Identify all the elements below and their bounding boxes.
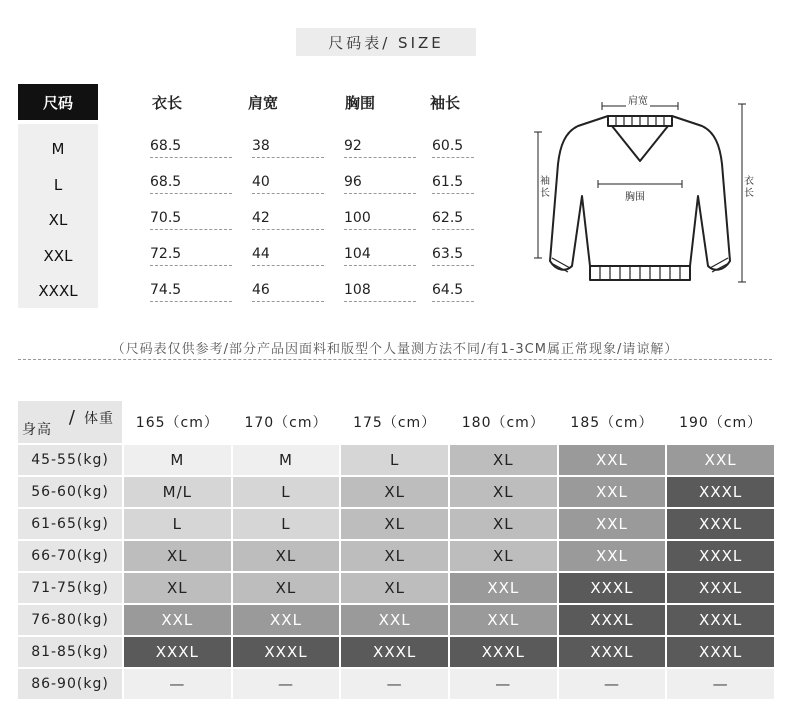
size-cell: 72.5 [150, 243, 232, 266]
size-recommendation-cell: XL [233, 541, 340, 571]
size-label: XXL [43, 247, 73, 265]
size-recommendation-cell: XL [341, 573, 448, 603]
weight-row-label: 81-85(kg) [18, 637, 122, 667]
size-recommendation-cell: XXL [124, 605, 231, 635]
size-recommendation-cell: L [124, 509, 231, 539]
size-recommendation-cell: XL [124, 573, 231, 603]
size-cell: 62.5 [432, 207, 474, 230]
size-header-length: 衣长 [152, 93, 183, 112]
size-recommendation-cell: XXXL [233, 637, 340, 667]
size-cell: 63.5 [432, 243, 474, 266]
weight-row-label: 86-90(kg) [18, 669, 122, 699]
size-header-chest: 胸围 [345, 93, 376, 112]
size-cell: 68.5 [150, 135, 232, 158]
size-recommendation-cell: L [233, 477, 340, 507]
size-recommendation-cell: XXXL [667, 541, 774, 571]
size-recommendation-cell: XL [341, 509, 448, 539]
corner-slash: / [68, 407, 76, 428]
size-label: M [51, 140, 65, 158]
size-cell: 96 [344, 171, 416, 194]
size-recommendation-cell: — [124, 669, 231, 699]
sweater-measurement-diagram [520, 86, 770, 296]
size-cell: 60.5 [432, 135, 474, 158]
corner-weight-text: 体重 [84, 411, 114, 427]
size-cell: 92 [344, 135, 416, 158]
size-recommendation-cell: XL [450, 541, 557, 571]
size-recommendation-cell: XXXL [667, 573, 774, 603]
size-recommendation-cell: XXL [559, 541, 666, 571]
size-recommendation-cell: — [559, 669, 666, 699]
page-title: 尺码表/ SIZE [296, 28, 476, 56]
table-row [18, 509, 774, 539]
size-recommendation-cell: XL [341, 477, 448, 507]
size-cell: 64.5 [432, 279, 474, 302]
size-cell: 74.5 [150, 279, 232, 302]
size-recommendation-table [16, 399, 776, 701]
size-recommendation-cell: — [667, 669, 774, 699]
size-recommendation-cell: XXL [667, 445, 774, 475]
size-label: L [53, 176, 63, 194]
size-recommendation-cell: XXL [341, 605, 448, 635]
table-header-row [18, 401, 774, 443]
size-cell: 70.5 [150, 207, 232, 230]
size-recommendation-cell: XL [450, 509, 557, 539]
size-recommendation-cell: XXXL [667, 605, 774, 635]
size-recommendation-cell: XL [341, 541, 448, 571]
weight-row-label: 45-55(kg) [18, 445, 122, 475]
size-recommendation-cell: M [124, 445, 231, 475]
corner-height-label: 身高 [22, 422, 52, 438]
divider [18, 359, 772, 360]
size-recommendation-cell: XXL [559, 445, 666, 475]
size-label: XL [48, 211, 68, 229]
table-row [18, 477, 774, 507]
weight-row-label: 61-65(kg) [18, 509, 122, 539]
size-recommendation-cell: XXL [559, 509, 666, 539]
weight-row-label: 76-80(kg) [18, 605, 122, 635]
size-recommendation-cell: XXL [559, 477, 666, 507]
table-row [18, 669, 774, 699]
size-recommendation-cell: XXL [450, 605, 557, 635]
size-cell: 108 [344, 279, 416, 302]
size-recommendation-cell: XXXL [341, 637, 448, 667]
size-cell: 100 [344, 207, 416, 230]
size-header-sleeve: 袖长 [430, 93, 461, 112]
weight-row-label: 56-60(kg) [18, 477, 122, 507]
size-cell: 46 [252, 279, 324, 302]
size-cell: 61.5 [432, 171, 474, 194]
size-cell: 42 [252, 207, 324, 230]
size-recommendation-cell: XXXL [667, 637, 774, 667]
size-recommendation-cell: XXXL [559, 573, 666, 603]
table-row [18, 541, 774, 571]
weight-row-label: 66-70(kg) [18, 541, 122, 571]
size-recommendation-cell: XL [124, 541, 231, 571]
size-recommendation-cell: XXXL [559, 637, 666, 667]
sleeve-label: 袖长 [540, 176, 550, 199]
size-recommendation-cell: — [341, 669, 448, 699]
size-cell: 38 [252, 135, 324, 158]
size-recommendation-cell: — [450, 669, 557, 699]
size-recommendation-cell: XXXL [667, 477, 774, 507]
column-header: 175（cm） [341, 401, 448, 443]
disclaimer-note: （尺码表仅供参考/部分产品因面料和版型个人量测方法不同/有1-3CM属正常现象/请谅解） [111, 342, 679, 357]
size-recommendation-cell: XXXL [667, 509, 774, 539]
size-recommendation-cell: M [233, 445, 340, 475]
table-row [18, 605, 774, 635]
column-header: 170（cm） [233, 401, 340, 443]
table-row [18, 445, 774, 475]
shoulder-label: 肩宽 [626, 92, 650, 107]
size-recommendation-cell: XXXL [559, 605, 666, 635]
chest-label: 胸围 [625, 192, 645, 203]
table-row [18, 637, 774, 667]
size-cell: 44 [252, 243, 324, 266]
size-recommendation-cell: XL [450, 477, 557, 507]
size-recommendation-cell: L [233, 509, 340, 539]
size-recommendation-cell: XXXL [450, 637, 557, 667]
table-row [18, 573, 774, 603]
corner-weight-label [69, 407, 114, 428]
size-recommendation-cell: M/L [124, 477, 231, 507]
column-header: 165（cm） [124, 401, 231, 443]
size-recommendation-cell: XXL [233, 605, 340, 635]
column-header: 180（cm） [450, 401, 557, 443]
size-recommendation-cell: XL [233, 573, 340, 603]
size-cell: 40 [252, 171, 324, 194]
size-recommendation-cell: XL [450, 445, 557, 475]
size-recommendation-cell: — [233, 669, 340, 699]
size-header-size: 尺码 [18, 84, 98, 120]
size-cell: 68.5 [150, 171, 232, 194]
size-recommendation-cell: XXL [450, 573, 557, 603]
length-label: 衣长 [744, 176, 754, 199]
size-label: XXXL [38, 282, 78, 300]
column-header: 190（cm） [667, 401, 774, 443]
weight-row-label: 71-75(kg) [18, 573, 122, 603]
size-header-shoulder: 肩宽 [248, 93, 279, 112]
table-corner-cell [18, 401, 122, 443]
size-recommendation-cell: XXXL [124, 637, 231, 667]
size-cell: 104 [344, 243, 416, 266]
size-recommendation-cell: L [341, 445, 448, 475]
column-header: 185（cm） [559, 401, 666, 443]
